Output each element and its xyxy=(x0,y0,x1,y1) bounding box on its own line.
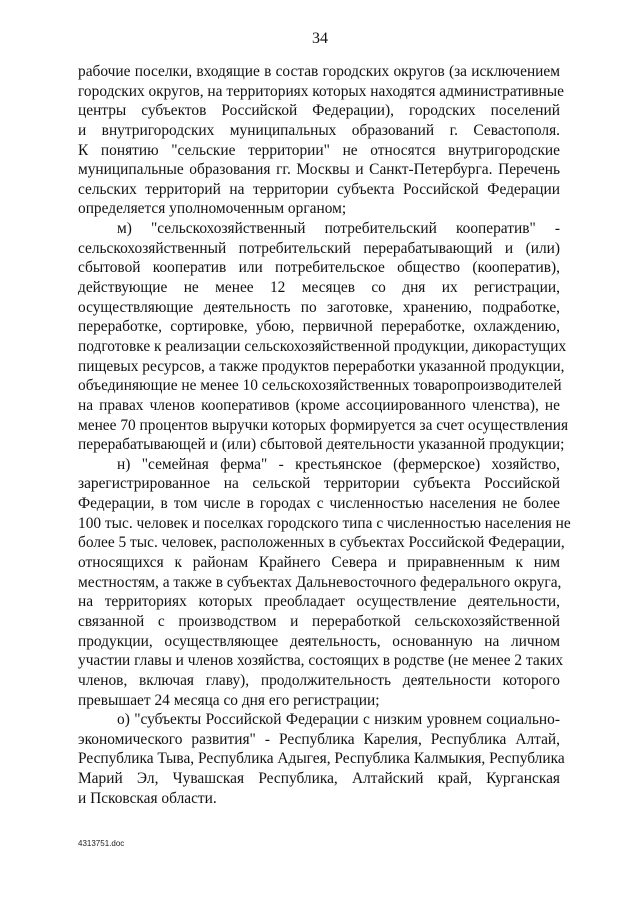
text-line: зарегистрированное на сельской территории субъекта Российской xyxy=(78,475,560,493)
text-line: центры субъектов Российской Федерации), городских поселений xyxy=(78,102,560,120)
text-line: м) "сельскохозяйственный потребительский кооператив" - xyxy=(117,220,560,238)
text-line: на территориях которых преобладает осуществление деятельности, xyxy=(78,593,560,611)
text-line: относящихся к районам Крайнего Севера и приравненным к ним xyxy=(78,554,560,572)
text-line: переработке, сортировке, убою, первичной переработке, охлаждению, xyxy=(78,318,560,336)
text-line: осуществляющие деятельность по заготовке, хранению, подработке, xyxy=(78,298,560,316)
text-line: менее 70 процентов выручки которых формируется за счет осуществления xyxy=(78,416,569,434)
text-line: городских округов, на территориях которых находятся административные xyxy=(78,82,564,100)
page-number: 34 xyxy=(312,30,328,47)
text-line: К понятию "сельские территории" не относятся внутригородские xyxy=(78,141,560,159)
text-line: на правах членов кооперативов (кроме ассоциированного членства), не xyxy=(78,396,560,414)
text-line: н) "семейная ферма" - крестьянское (фермерское) хозяйство, xyxy=(117,455,560,473)
text-line: муниципальные образования гг. Москвы и Санкт-Петербурга. Перечень xyxy=(78,161,560,179)
text-line: перерабатывающей и (или) сбытовой деятельности указанной продукции; xyxy=(78,436,565,454)
text-line: сельскохозяйственный потребительский перерабатывающий и (или) xyxy=(78,239,560,257)
text-line: продукции, осуществляющее деятельность, основанную на личном xyxy=(78,632,560,650)
text-line: участии главы и членов хозяйства, состоящих в родстве (не менее 2 таких xyxy=(78,652,564,670)
text-line: подготовке к реализации сельскохозяйственной продукции, дикорастущих xyxy=(78,337,567,355)
text-line: Республика Тыва, Республика Адыгея, Республика Калмыкия, Республика xyxy=(78,750,565,768)
text-line: объединяющие не менее 10 сельскохозяйственных товаропроизводителей xyxy=(78,377,562,395)
text-line: Федерации, в том числе в городах с численностью населения не более xyxy=(78,495,560,513)
text-line: превышает 24 месяца со дня его регистрации; xyxy=(78,691,380,709)
text-line: экономического развития" - Республика Карелия, Республика Алтай, xyxy=(78,730,560,748)
text-line: 100 тыс. человек и поселках городского типа с численностью населения не xyxy=(78,514,571,532)
text-line: рабочие поселки, входящие в состав городских округов (за исключением xyxy=(78,63,560,80)
text-line: членов, включая главу), продолжительность деятельности которого xyxy=(78,671,560,689)
text-line: и внутригородских муниципальных образований г. Севастополя. xyxy=(78,121,560,139)
footer-filename: 4313751.doc xyxy=(78,839,125,848)
document-body xyxy=(78,62,571,808)
text-line: Марий Эл, Чувашская Республика, Алтайский край, Курганская xyxy=(78,770,560,788)
text-line: сельских территорий на территории субъекта Российской Федерации xyxy=(78,180,560,198)
text-line: о) "субъекты Российской Федерации с низким уровнем социально- xyxy=(117,711,560,729)
text-line: и Псковская области. xyxy=(78,789,217,807)
text-line: действующие не менее 12 месяцев со дня их регистрации, xyxy=(78,279,560,297)
text-line: связанной с производством и переработкой сельскохозяйственной xyxy=(78,612,560,630)
text-line: определяется уполномоченным органом; xyxy=(78,200,347,218)
text-line: сбытовой кооператив или потребительское общество (кооператив), xyxy=(78,259,560,277)
text-line: пищевых ресурсов, а также продуктов переработки указанной продукции, xyxy=(78,357,565,375)
text-line: более 5 тыс. человек, расположенных в субъектах Российской Федерации, xyxy=(78,534,565,552)
text-line: местностям, а также в субъектах Дальневосточного федерального округа, xyxy=(78,573,562,591)
